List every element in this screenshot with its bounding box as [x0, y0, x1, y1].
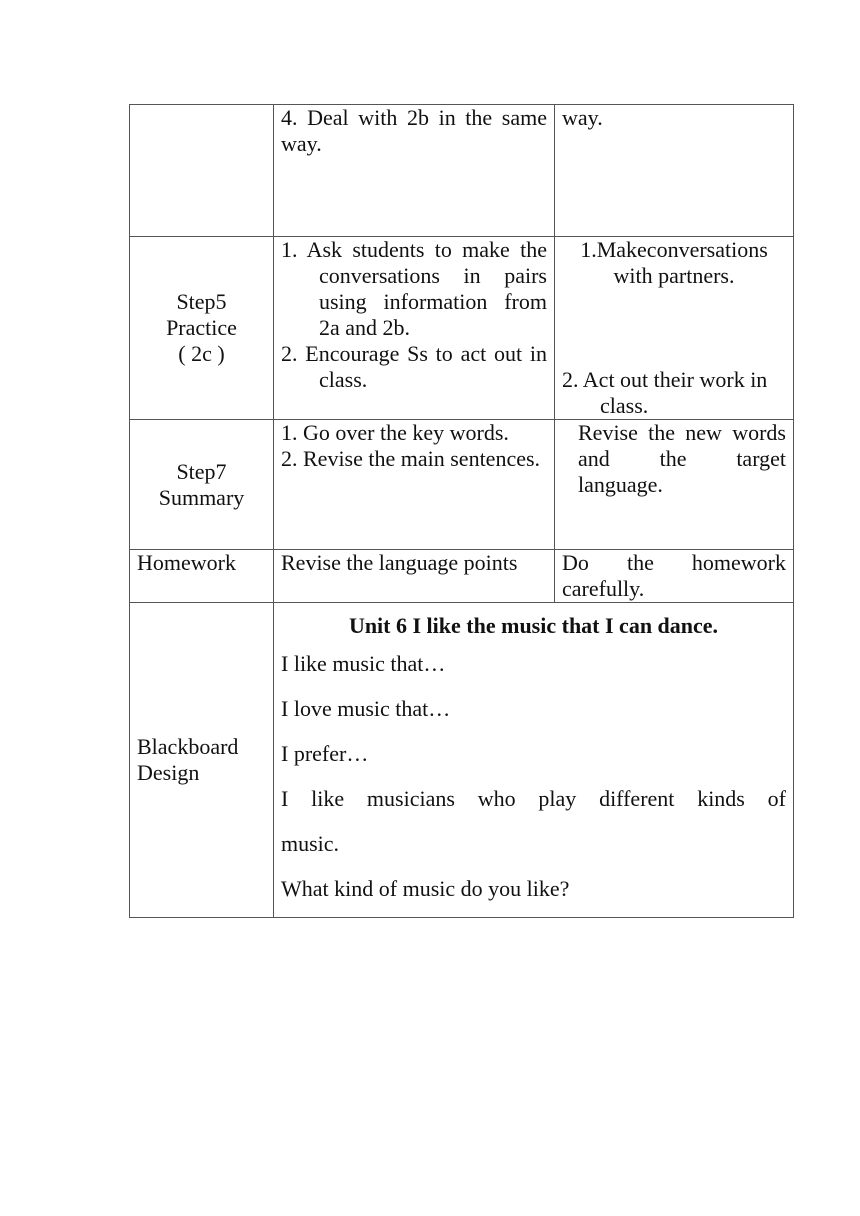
blackboard-title: Unit 6 I like the music that I can dance. — [348, 613, 719, 638]
table-row — [130, 105, 794, 237]
student-activity-cell — [555, 420, 794, 550]
table-row — [130, 237, 794, 420]
blackboard-line: What kind of music do you like? — [281, 876, 570, 901]
teacher-activity-item: 1. Ask students to make the conversations in pairs using information from 2a and 2b. — [281, 237, 547, 340]
student-activity-item: 1.Makeconversations with partners. — [580, 237, 768, 288]
step-label: Blackboard — [137, 734, 239, 759]
teacher-activity-item: 2. Revise the main sentences. — [281, 446, 541, 471]
student-activity-cell — [555, 105, 794, 237]
teacher-activity-cell — [274, 550, 555, 603]
blackboard-line: I like musicians who play different kinds of — [281, 786, 786, 811]
table-row — [130, 603, 794, 918]
blackboard-line: I prefer… — [281, 741, 369, 766]
student-activity-cell — [555, 237, 794, 420]
student-activity-text: Do the homework carefully. — [562, 550, 786, 601]
step-label: Step5 — [176, 289, 227, 314]
step-label: Design — [137, 760, 200, 785]
table-row — [130, 420, 794, 550]
step-label: Step7 — [176, 458, 227, 484]
step-label: Practice — [166, 315, 237, 340]
step-label-cell — [130, 105, 274, 237]
teacher-activity-text: 4. Deal with 2b in the same way. — [281, 105, 547, 156]
student-activity-text: way. — [562, 105, 603, 130]
step-label: Summary — [158, 484, 245, 510]
student-activity-item: 2. Act out their work in class. — [562, 367, 768, 418]
teacher-activity-item: 2. Encourage Ss to act out in class. — [281, 341, 547, 392]
blackboard-line: I like music that… — [281, 651, 446, 676]
table-row — [130, 550, 794, 603]
blackboard-design-cell — [274, 603, 794, 918]
step-label: ( 2c ) — [178, 341, 225, 366]
student-activity-text: Revise the new words and the target language. — [578, 420, 786, 497]
teacher-activity-text: Revise the language points — [281, 550, 518, 575]
step-label: Homework — [137, 550, 236, 575]
teacher-activity-cell — [274, 237, 555, 420]
step-label-cell — [130, 237, 274, 420]
step-label-cell — [130, 550, 274, 603]
step-label-cell — [130, 420, 274, 550]
blackboard-line: music. — [281, 831, 340, 856]
blackboard-line: I love music that… — [281, 696, 451, 721]
teacher-activity-cell — [274, 105, 555, 237]
lesson-plan-table — [129, 104, 794, 918]
student-activity-cell — [555, 550, 794, 603]
teacher-activity-item: 1. Go over the key words. — [281, 420, 509, 445]
teacher-activity-cell — [274, 420, 555, 550]
step-label-cell — [130, 603, 274, 918]
